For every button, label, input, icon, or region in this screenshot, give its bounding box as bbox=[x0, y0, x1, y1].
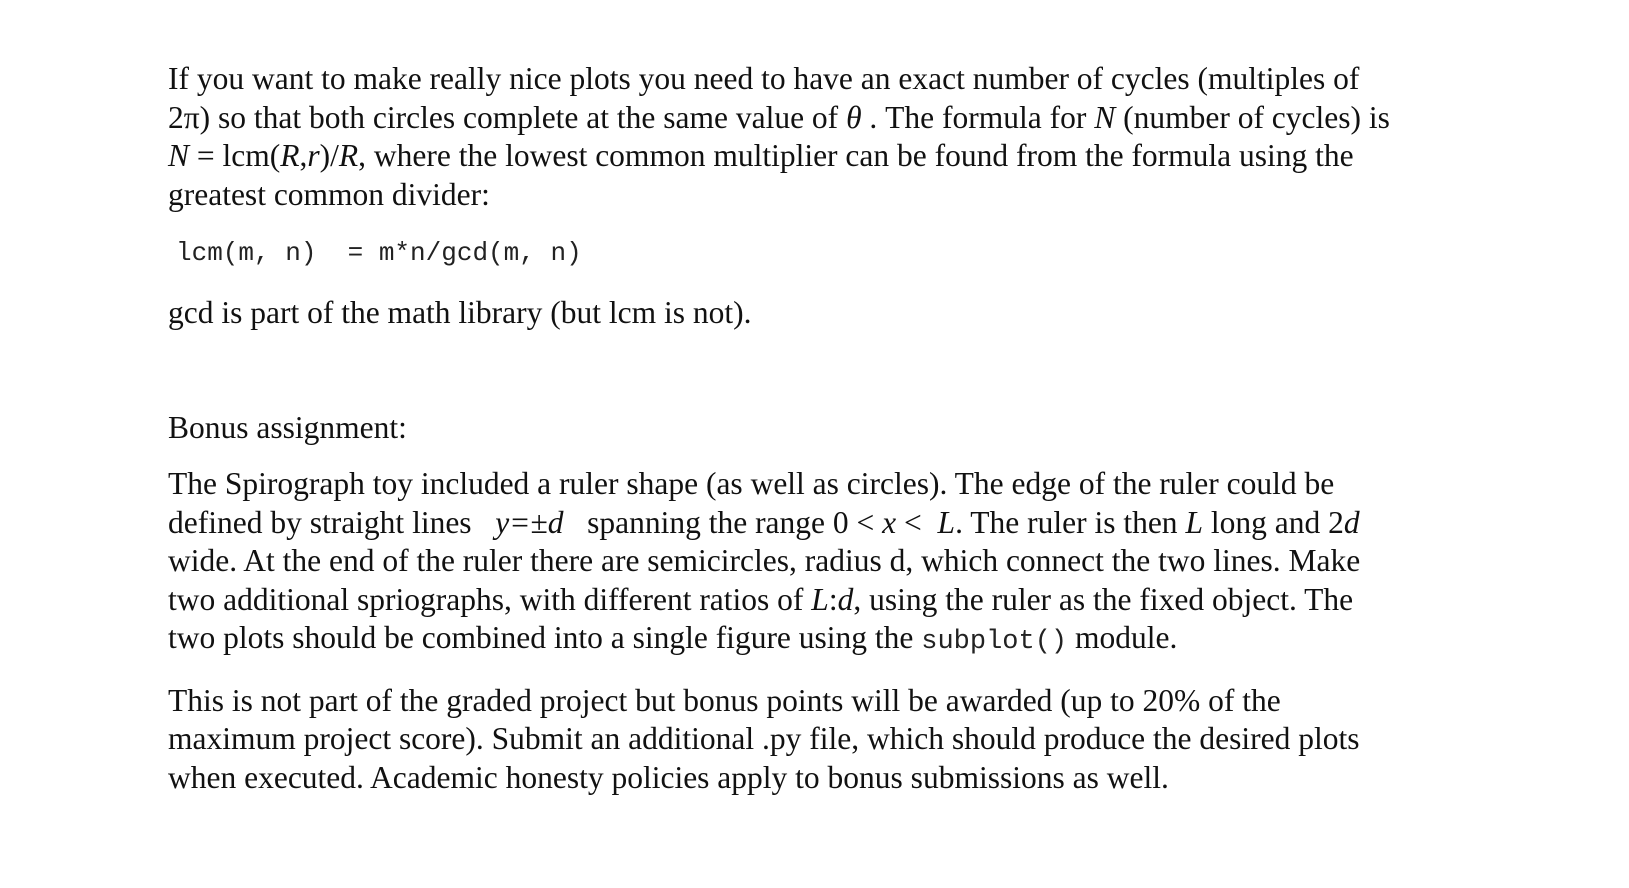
text-line: two additional spriographs, with different ratios of L:d, using the ruler as the fixed object. The bbox=[168, 581, 1354, 617]
text-line: defined by straight lines y=±d spanning the range 0 < x < L. The ruler is then L long and 2d bbox=[168, 504, 1360, 540]
text-line: If you want to make really nice plots you need to have an exact number of cycles (multiples of bbox=[168, 61, 1360, 96]
theta-symbol: θ bbox=[846, 99, 862, 135]
lcm-formula-code: lcm(m, n) = m*n/gcd(m, n) bbox=[176, 238, 582, 268]
bonus-description-paragraph bbox=[168, 465, 1488, 662]
bonus-heading: Bonus assignment: bbox=[168, 409, 407, 445]
text-line: 2π) so that both circles complete at the same value of θ . The formula for N (number of cycles) is bbox=[168, 99, 1390, 135]
text-line: two plots should be combined into a single figure using the subplot() module. bbox=[168, 620, 1178, 657]
ruler-equation: y=±d bbox=[495, 504, 564, 540]
text-line: The Spirograph toy included a ruler shape (as well as circles). The edge of the ruler could be bbox=[168, 466, 1335, 501]
text-line: wide. At the end of the ruler there are semicircles, radius d, which connect the two lines. Make bbox=[168, 543, 1361, 578]
subplot-code: subplot() bbox=[921, 627, 1068, 657]
text-line: when executed. Academic honesty policies apply to bonus submissions as well. bbox=[168, 759, 1169, 795]
text-line: N = lcm(R,r)/R, where the lowest common multiplier can be found from the formula using the bbox=[168, 138, 1354, 173]
bonus-policy-paragraph bbox=[168, 682, 1488, 798]
gcd-note-paragraph: gcd is part of the math library (but lcm is not). bbox=[168, 295, 752, 330]
text-line: maximum project score). Submit an additional .py file, which should produce the desired plots bbox=[168, 721, 1360, 756]
document-page bbox=[168, 60, 1488, 797]
intro-paragraph bbox=[168, 60, 1488, 214]
text-line: This is not part of the graded project but bonus points will be awarded (up to 20% of the bbox=[168, 682, 1281, 718]
text-line: greatest common divider: bbox=[168, 176, 490, 212]
